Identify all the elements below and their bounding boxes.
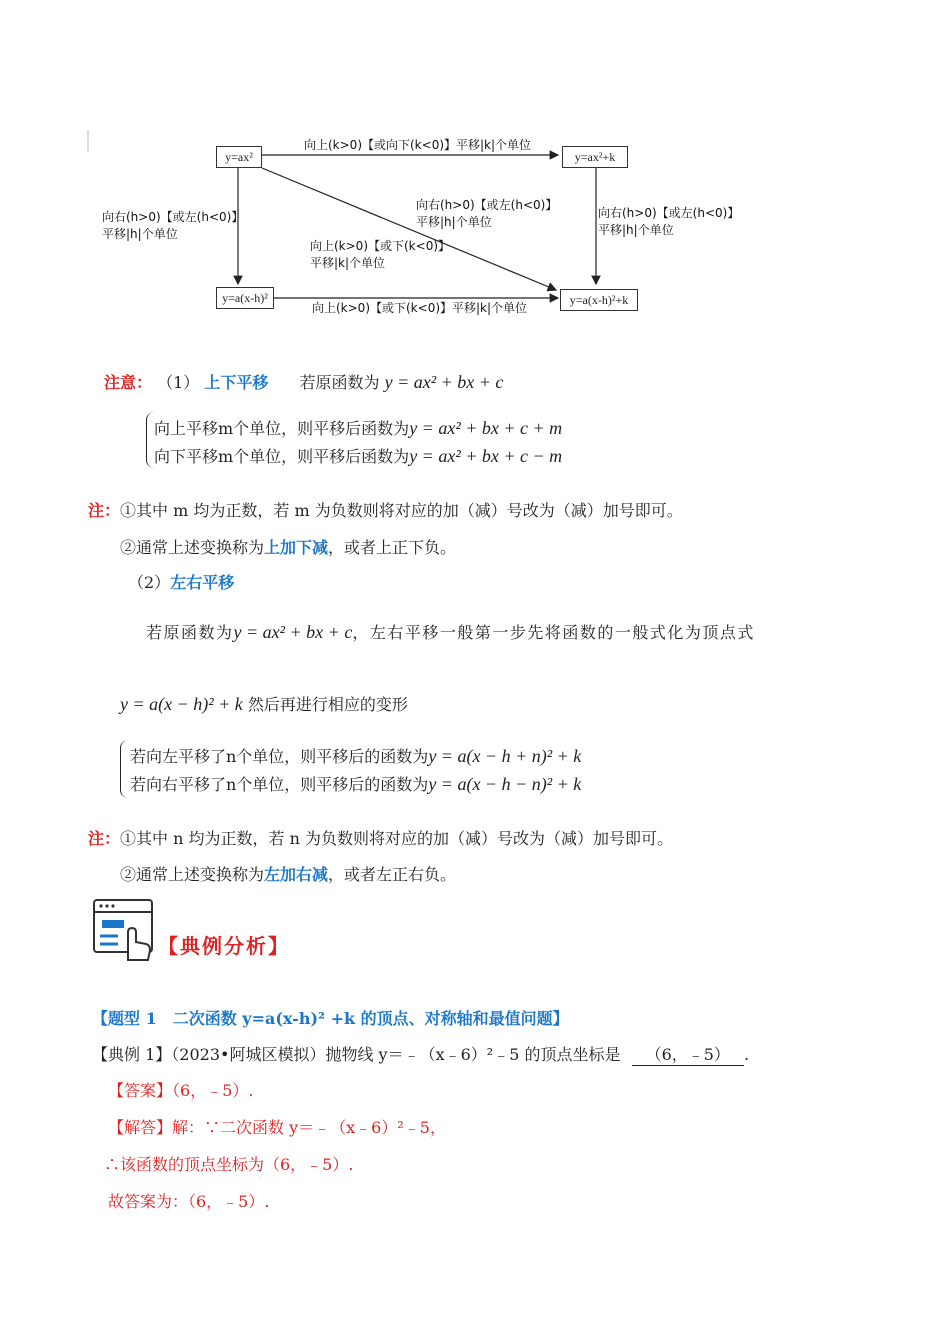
note1-header — [104, 370, 503, 393]
label-right-2: 平移|h|个单位 — [598, 223, 674, 237]
label-top: 向上(k>0)【或向下(k<0)】平移|k|个单位 — [304, 138, 532, 152]
box-y-a-x-h-2: y=a(x-h)² — [216, 287, 274, 309]
note-label: 注意： — [104, 373, 153, 392]
section-badge: 【典例分析】 — [158, 934, 290, 958]
solution-line3: 故答案为：（6，﹣5）. — [108, 1192, 270, 1211]
solution-line2: ∴该函数的顶点坐标为（6，﹣5）. — [104, 1155, 354, 1174]
solution-line1: 【解答】解：∵二次函数 y＝﹣（x﹣6）²﹣5， — [108, 1118, 446, 1137]
label-diag-3: 向上(k>0)【或下(k<0)】 — [310, 239, 451, 253]
question-type-heading: 【题型 1 二次函数 y=a(x-h)² +k 的顶点、对称轴和最值问题】 — [92, 1009, 569, 1028]
note1-title: 上下平移 — [204, 373, 269, 392]
label-left-2: 平移|h|个单位 — [102, 227, 178, 241]
arrow-diagonal — [262, 168, 556, 290]
box-y-ax2-k: y=ax²+k — [562, 146, 628, 168]
label-diag-2: 平移|h|个单位 — [416, 215, 492, 229]
box-y-ax2: y=ax² — [216, 146, 262, 168]
remark1-line1: 注：①其中 m 均为正数，若 m 为负数则将对应的加（减）号改为（减）加号即可。 — [88, 501, 683, 520]
case-right: 若向右平移了n个单位，则平移后的函数为y = a(x − h − n)² + k — [130, 774, 582, 794]
answer-blank: （6，﹣5） — [632, 1042, 744, 1066]
note1-num: （1） — [157, 373, 200, 392]
remark1-line2: ②通常上述变换称为上加下减，或者上正下负。 — [120, 538, 457, 557]
label-diag-4: 平移|k|个单位 — [310, 256, 386, 270]
answer-line: 【答案】（6，﹣5）. — [108, 1081, 254, 1100]
remark2-line2: ②通常上述变换称为左加右减，或者左正右负。 — [120, 865, 457, 884]
note1-intro: 若原函数为 — [299, 373, 380, 392]
example-question: 【典例 1】（2023•阿城区模拟）抛物线 y＝﹣（x﹣6）²﹣5 的顶点坐标是 （6，﹣5） . — [92, 1042, 749, 1066]
note2-header: （2）左右平移 — [128, 573, 235, 592]
label-left-1: 向右(h>0)【或左(h<0)】 — [102, 210, 244, 224]
case-left: 若向左平移了n个单位，则平移后的函数为y = a(x − h + n)² + k — [130, 746, 582, 766]
note2-intro: 若原函数为y = ax² + bx + c，左右平移一般第一步先将函数的一般式化为顶点式 — [146, 622, 755, 642]
note2-vertex: y = a(x − h)² + k 然后再进行相应的变形 — [120, 694, 408, 714]
box-y-a-x-h-2-k: y=a(x-h)²+k — [560, 289, 638, 311]
analysis-icon — [92, 898, 158, 966]
case-up: 向上平移m个单位，则平移后函数为y = ax² + bx + c + m — [154, 418, 563, 438]
case-down: 向下平移m个单位，则平移后函数为y = ax² + bx + c − m — [154, 446, 563, 466]
label-bottom: 向上(k>0)【或下(k<0)】平移|k|个单位 — [312, 301, 528, 315]
brace-2 — [120, 740, 129, 798]
label-right-1: 向右(h>0)【或左(h<0)】 — [598, 206, 740, 220]
note1-formula: y = ax² + bx + c — [384, 372, 504, 392]
diagram-arrows — [0, 0, 950, 340]
remark2-line1: 注：①其中 n 均为正数，若 n 为负数则将对应的加（减）号改为（减）加号即可。 — [88, 829, 673, 848]
label-diag-1: 向右(h>0)【或左(h<0)】 — [416, 198, 558, 212]
